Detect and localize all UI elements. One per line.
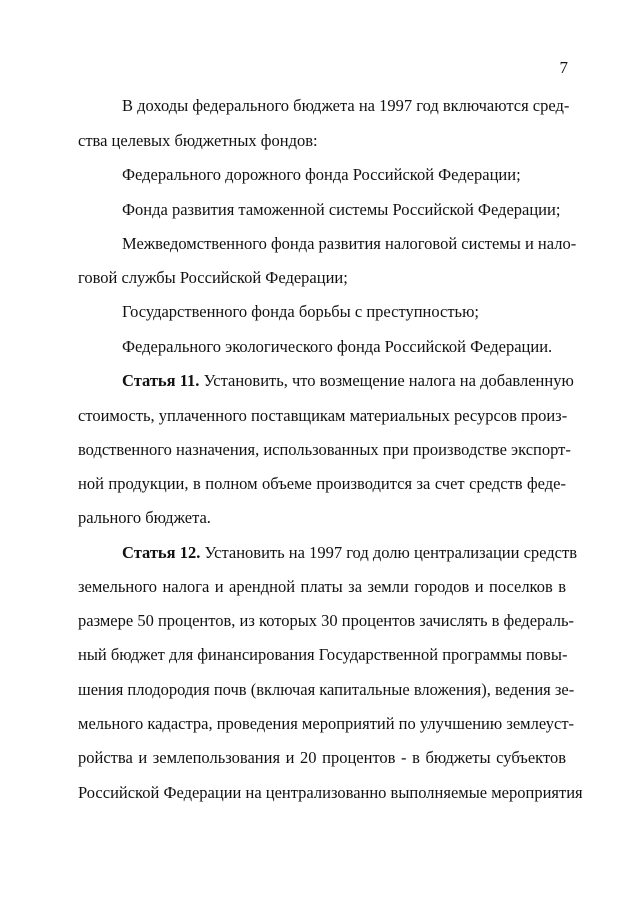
article-12-heading-line <box>122 543 577 563</box>
text-line: водственного назначения, использованных при производстве экспорт- <box>78 440 571 459</box>
page-number: 7 <box>559 58 568 77</box>
text-line: земельного налога и арендной платы за земли городов и поселков в <box>78 577 566 596</box>
text-line: Российской Федерации на централизованно выполняемые мероприятия <box>78 783 583 802</box>
text-line: ной продукции, в полном объеме производится за счет средств феде- <box>78 474 566 493</box>
list-item: Межведомственного фонда развития налоговой системы и нало- <box>122 234 577 253</box>
text-line: мельного кадастра, проведения мероприятий по улучшению землеуст- <box>78 714 575 733</box>
text-line: стоимость, уплаченного поставщикам материальных ресурсов произ- <box>78 406 568 425</box>
text-line: ройства и землепользования и 20 процентов - в бюджеты субъектов <box>78 748 566 767</box>
list-item: Государственного фонда борьбы с преступностью; <box>122 302 479 321</box>
list-item: Фонда развития таможенной системы Российской Федерации; <box>122 200 561 219</box>
text-line: ный бюджет для финансирования Государственной программы повы- <box>78 645 568 664</box>
text-line: шения плодородия почв (включая капитальные вложения), ведения зе- <box>78 680 575 699</box>
text-line: рального бюджета. <box>78 508 211 527</box>
article-12-label: Статья 12. <box>122 543 201 562</box>
text-line: ства целевых бюджетных фондов: <box>78 131 318 150</box>
text-line: размере 50 процентов, из которых 30 процентов зачислять в федераль- <box>78 611 574 630</box>
article-12-text: Установить на 1997 год долю централизации средств <box>200 543 577 562</box>
list-item: Федерального экологического фонда Российской Федерации. <box>122 337 553 356</box>
text-line: говой службы Российской Федерации; <box>78 268 348 287</box>
article-11-text: Установить, что возмещение налога на добавленную <box>199 371 574 390</box>
list-item: Федерального дорожного фонда Российской Федерации; <box>122 165 521 184</box>
text-line: В доходы федерального бюджета на 1997 год включаются сред- <box>122 96 570 115</box>
article-11-label: Статья 11. <box>122 371 200 390</box>
article-11-heading-line <box>122 371 574 391</box>
